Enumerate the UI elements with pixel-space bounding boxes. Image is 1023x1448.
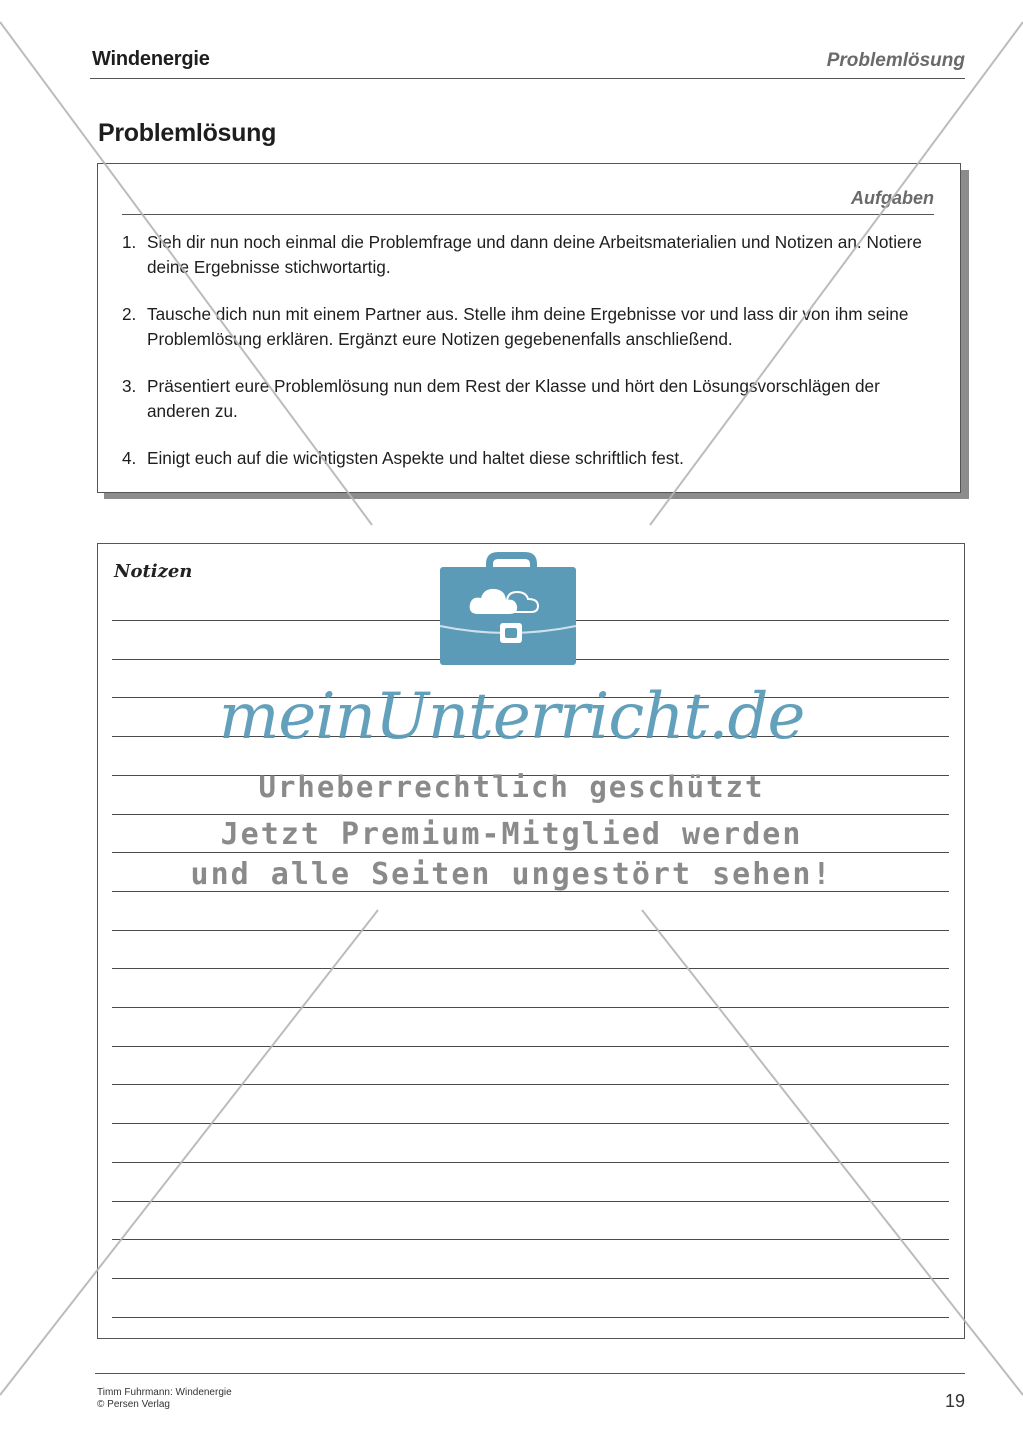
notes-label: Notizen xyxy=(114,561,193,582)
note-line xyxy=(112,1239,949,1240)
note-line xyxy=(112,1046,949,1047)
footer-divider xyxy=(95,1373,965,1374)
page-title: Problemlösung xyxy=(98,119,277,147)
task-text: Einigt euch auf die wichtigsten Aspekte und haltet diese schriftlich fest. xyxy=(147,448,684,468)
task-number: 2. xyxy=(122,304,137,324)
task-text: Präsentiert eure Problemlösung nun dem Rest der Klasse und hört den Lösungsvorschlägen der anderen zu. xyxy=(147,376,880,421)
task-item xyxy=(122,230,938,279)
task-number: 3. xyxy=(122,376,137,396)
note-line xyxy=(112,659,949,660)
note-line xyxy=(112,1317,949,1318)
note-line xyxy=(112,1162,949,1163)
watermark-premium-line2: und alle Seiten ungestört sehen! xyxy=(190,857,833,892)
task-box-label: Aufgaben xyxy=(851,188,934,208)
task-box xyxy=(97,163,961,493)
header-subject: Windenergie xyxy=(92,48,210,70)
task-number: 4. xyxy=(122,448,137,468)
task-box-divider xyxy=(122,214,934,215)
note-line xyxy=(112,620,949,621)
header-section: Problemlösung xyxy=(826,50,965,71)
note-line xyxy=(112,1278,949,1279)
task-list xyxy=(122,230,938,494)
footer-credits xyxy=(97,1387,232,1411)
note-line xyxy=(112,930,949,931)
task-number: 1. xyxy=(122,232,137,252)
note-line xyxy=(112,968,949,969)
note-line xyxy=(112,814,949,815)
task-item xyxy=(122,302,938,351)
task-item xyxy=(122,446,938,471)
note-line xyxy=(112,1201,949,1202)
watermark-copyright: Urheberrechtlich geschützt xyxy=(258,770,765,804)
header-divider xyxy=(90,78,965,79)
footer-author: Timm Fuhrmann: Windenergie xyxy=(97,1387,232,1398)
footer-publisher: © Persen Verlag xyxy=(97,1399,170,1410)
note-line xyxy=(112,1007,949,1008)
task-text: Tausche dich nun mit einem Partner aus. Stelle ihm deine Ergebnisse vor und lass dir von ihm seine Problemlösung erklären. Ergänzt eure Notizen gegebenenfalls anschließend. xyxy=(147,304,909,349)
watermark-premium-line1: Jetzt Premium-Mitglied werden xyxy=(220,817,803,852)
watermark-brand: meinUnterricht.de xyxy=(218,680,805,754)
page-number: 19 xyxy=(944,1391,965,1411)
note-line xyxy=(112,1084,949,1085)
notes-box xyxy=(97,543,965,1339)
note-line xyxy=(112,1123,949,1124)
task-item xyxy=(122,374,938,423)
note-line xyxy=(112,852,949,853)
task-text: Sieh dir nun noch einmal die Problemfrage und dann deine Arbeitsmaterialien und Notizen an. Notiere deine Ergebnisse stichwortartig. xyxy=(147,232,922,277)
